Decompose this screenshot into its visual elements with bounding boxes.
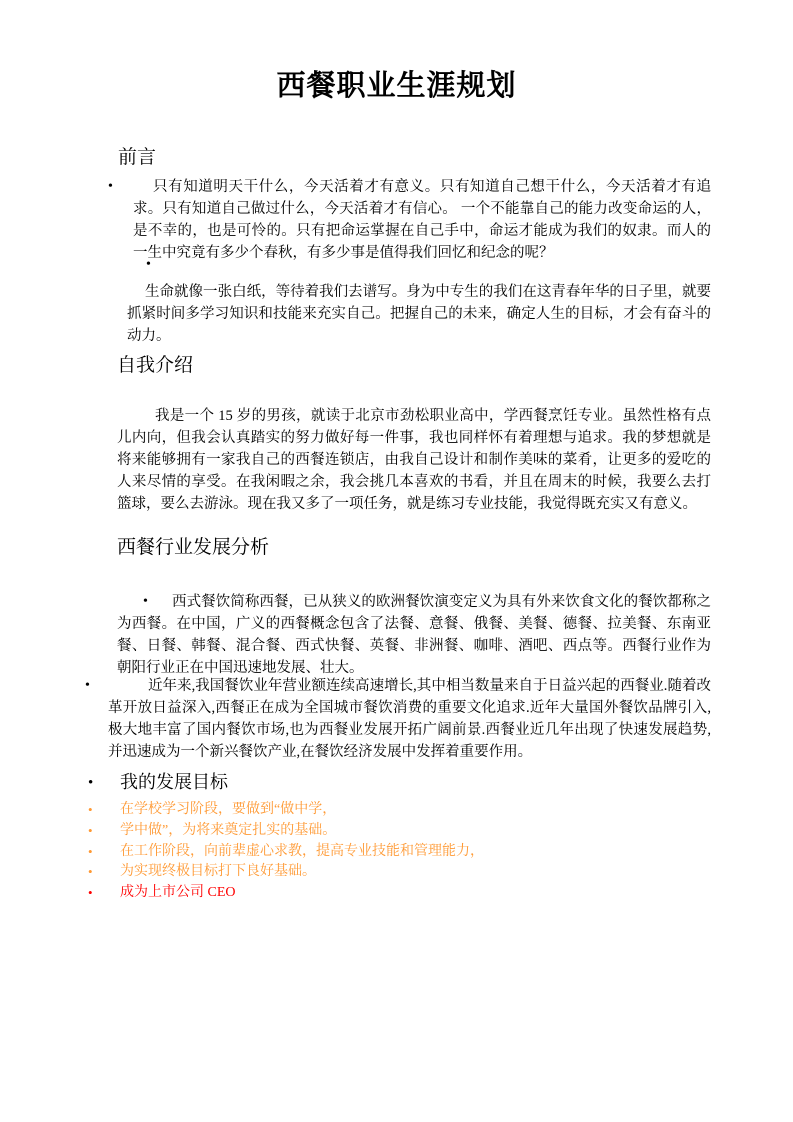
preface-paragraph-2: 生命就像一张白纸，等待着我们去谱写。身为中专生的我们在这青春年华的日子里，就要抓紧时间多学习知识和技能来充实自己。把握自己的未来，确定人生的目标，才会有奋斗的动力。 — [127, 284, 711, 344]
paragraph-text: 只有知道明天干什么，今天活着才有意义。只有知道自己想干什么，今天活着才有追求。只有知道自己做过什么，今天活着才有信心。 一个不能靠自己的能力改变命运的人，是不幸的，也是可怜的。只有把命运掌握在自己手中，命运才能成为我们的奴隶。而人的一生中究竟有多少个春秋，有多少事是值得我们回忆和纪念的呢？ — [133, 179, 711, 261]
goal-item-text: 学中做”，为将来奠定扎实的基础。 — [120, 822, 337, 838]
goals-heading-row — [88, 771, 228, 793]
industry-bullet-paragraph-1 — [117, 591, 711, 679]
goal-item-text: 成为上市公司 CEO — [120, 885, 236, 901]
document-title: 西餐职业生涯规划 — [276, 70, 517, 102]
bullet-icon: • — [88, 802, 93, 817]
goal-item-text: 在学校学习阶段，要做到“做中学， — [120, 802, 337, 817]
goal-item — [88, 821, 484, 842]
preface-bullet-paragraph — [108, 176, 711, 264]
paragraph-text: 近年来,我国餐饮业年营业额连续高速增长,其中相当数量来自于日益兴起的西餐业.随着改革开放日益深入,西餐正在成为全国城市餐饮消费的重要文化追求.近年大量国外餐饮品牌引入,极大地丰富了国内餐饮市场,也为西餐业发展开拓广阔前景.西餐业近几年出现了快速发展趋势,并迅速成为一个新兴餐饮产业,在餐饮经济发展中发挥着重要作用。 — [108, 678, 711, 760]
bullet-icon: • — [88, 864, 93, 880]
industry-heading: 西餐行业发展分析 — [117, 537, 270, 558]
bullet-icon: • — [88, 822, 93, 838]
goal-item — [88, 800, 484, 821]
bullet-icon: • — [88, 885, 93, 901]
bullet-icon: • — [146, 257, 151, 272]
goal-item — [88, 883, 484, 904]
goal-item-text: 为实现终极目标打下良好基础。 — [120, 864, 316, 880]
goals-list — [88, 800, 484, 904]
paragraph-text: 西式餐饮简称西餐，已从狭义的欧洲餐饮演变定义为具有外来饮食文化的餐饮都称之为西餐。在中国，广义的西餐概念包含了法餐、意餐、俄餐、美餐、德餐、拉美餐、东南亚餐、日餐、韩餐、混合餐、西式快餐、英餐、非洲餐、咖啡、酒吧、西点等。西餐行业作为朝阳行业正在中国迅速地发展、壮大。 — [117, 594, 711, 676]
goal-item-text: 在工作阶段，向前辈虚心求教，提高专业技能和管理能力， — [120, 843, 484, 859]
preface-heading: 前言 — [118, 147, 157, 168]
bullet-icon: • — [85, 678, 90, 693]
bullet-icon: • — [143, 594, 148, 609]
industry-bullet-paragraph-2 — [85, 675, 711, 763]
bullet-icon: • — [88, 843, 93, 859]
goal-item — [88, 862, 484, 883]
bullet-icon: • — [108, 179, 113, 194]
self-intro-heading: 自我介绍 — [117, 355, 194, 376]
goals-heading: 我的发展目标 — [120, 772, 228, 792]
self-intro-paragraph: 我是一个 15 岁的男孩，就读于北京市劲松职业高中，学西餐烹饪专业。虽然性格有点儿内向，但我会认真踏实的努力做好每一件事，我也同样怀有着理想与追求。我的梦想就是将来能够拥有一家我自己的西餐连锁店，由我自己设计和制作美味的菜肴，让更多的爱吃的人来尽情的享受。在我闲暇之余，我会挑几本喜欢的书看，并且在周末的时候，我要么去打篮球，要么去游泳。现在我又多了一项任务，就是练习专业技能，我觉得既充实又有意义。 — [117, 408, 711, 512]
goal-item — [88, 842, 484, 863]
bullet-icon: • — [88, 775, 94, 791]
